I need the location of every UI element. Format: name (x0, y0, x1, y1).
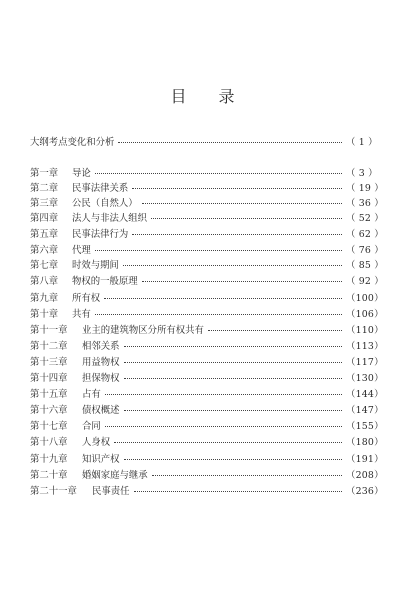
toc-entry[interactable] (30, 402, 384, 416)
toc-title: 相邻关系 (82, 341, 120, 352)
toc-page-number: （ 92 ） (346, 276, 384, 287)
toc-title: 民事法律行为 (72, 229, 129, 240)
dot-leader (95, 313, 342, 315)
toc-entry[interactable] (30, 451, 384, 465)
toc-page-number: （155） (346, 421, 384, 432)
toc-entry[interactable] (30, 226, 384, 240)
toc-chapter: 大纲考点变化和分析 (30, 137, 115, 148)
toc-page-number: （ 62 ） (346, 229, 384, 240)
toc-chapter: 第九章 (30, 293, 59, 304)
toc-title: 所有权 (72, 293, 101, 304)
toc-title: 占有 (82, 389, 101, 400)
toc-title: 人身权 (82, 437, 111, 448)
dot-leader (95, 249, 342, 251)
toc-entry[interactable] (30, 273, 384, 287)
toc-page-number: （147） (346, 405, 384, 416)
dot-leader (104, 297, 342, 299)
dot-leader (118, 141, 342, 143)
toc-page-number: （113） (346, 341, 384, 352)
toc-entry[interactable] (30, 338, 384, 352)
toc-chapter: 第七章 (30, 260, 59, 271)
toc-title: 业主的建筑物区分所有权共有 (82, 325, 204, 336)
toc-chapter: 第十章 (30, 309, 59, 320)
toc-chapter: 第五章 (30, 229, 59, 240)
toc-chapter: 第十八章 (30, 437, 68, 448)
toc-chapter: 第六章 (30, 245, 59, 256)
dot-leader (124, 377, 342, 379)
toc-entry[interactable] (30, 165, 378, 179)
toc-title: 法人与非法人组织 (72, 213, 148, 224)
dot-leader (124, 345, 342, 347)
toc-title: 合同 (82, 421, 101, 432)
toc-title: 导论 (72, 168, 91, 179)
toc-entry[interactable] (30, 434, 384, 448)
toc-page-number: （ 36 ） (346, 198, 384, 209)
dot-leader (132, 187, 342, 189)
toc-entry[interactable] (30, 195, 384, 209)
toc-title: 担保物权 (82, 373, 120, 384)
toc-chapter: 第二十章 (30, 470, 68, 481)
toc-title: 公民（自然人） (72, 198, 138, 209)
toc-entry[interactable] (30, 483, 384, 497)
dot-leader (123, 264, 342, 266)
toc-page-number: （ 52 ） (346, 213, 384, 224)
toc-chapter: 第十二章 (30, 341, 68, 352)
toc-chapter: 第一章 (30, 168, 59, 179)
toc-title: 物权的一般原理 (72, 276, 138, 287)
toc-page-number: （117） (346, 357, 384, 368)
toc-chapter: 第四章 (30, 213, 59, 224)
dot-leader (105, 425, 342, 427)
toc-chapter: 第三章 (30, 198, 59, 209)
toc-title: 民事责任 (92, 486, 130, 497)
toc-title: 共有 (72, 309, 91, 320)
toc-page-number: （100） (346, 293, 384, 304)
dot-leader (114, 441, 342, 443)
toc-chapter: 第十六章 (30, 405, 68, 416)
dot-leader (151, 217, 342, 219)
toc-entry[interactable] (30, 210, 384, 224)
toc-title: 用益物权 (82, 357, 120, 368)
toc-chapter: 第十一章 (30, 325, 68, 336)
toc-page-number: （180） (346, 437, 384, 448)
toc-page-number: （208） (346, 470, 384, 481)
toc-page-number: （ 19 ） (346, 183, 384, 194)
toc-chapter: 第十九章 (30, 454, 68, 465)
toc-title: 时效与期间 (72, 260, 119, 271)
toc-chapter: 第十四章 (30, 373, 68, 384)
dot-leader (95, 172, 342, 174)
toc-entry[interactable] (30, 418, 384, 432)
toc-page-number: （ 1 ） (346, 137, 378, 148)
toc-entry[interactable] (30, 134, 378, 148)
toc-page-number: （110） (346, 325, 384, 336)
toc-page-number: （ 3 ） (346, 168, 378, 179)
dot-leader (124, 458, 342, 460)
toc-page-number: （ 76 ） (346, 245, 384, 256)
dot-leader (132, 233, 342, 235)
toc-chapter: 第十七章 (30, 421, 68, 432)
toc-entry[interactable] (30, 180, 384, 194)
toc-page-number: （144） (346, 389, 384, 400)
page-title: 目 录 (170, 87, 235, 106)
toc-page-number: （ 85 ） (346, 260, 384, 271)
toc-entry[interactable] (30, 306, 384, 320)
toc-entry[interactable] (30, 242, 384, 256)
toc-title: 民事法律关系 (72, 183, 129, 194)
toc-entry[interactable] (30, 290, 384, 304)
toc-chapter: 第二章 (30, 183, 59, 194)
dot-leader (124, 409, 342, 411)
toc-entry[interactable] (30, 467, 384, 481)
dot-leader (134, 490, 342, 492)
dot-leader (124, 361, 342, 363)
toc-title: 婚姻家庭与继承 (82, 470, 148, 481)
toc-title: 知识产权 (82, 454, 120, 465)
toc-page-number: （191） (346, 454, 384, 465)
toc-chapter: 第十五章 (30, 389, 68, 400)
toc-page-number: （106） (346, 309, 384, 320)
toc-entry[interactable] (30, 322, 384, 336)
toc-entry[interactable] (30, 354, 384, 368)
toc-title: 债权概述 (82, 405, 120, 416)
toc-title: 代理 (72, 245, 91, 256)
toc-chapter: 第二十一章 (30, 486, 77, 497)
toc-chapter: 第八章 (30, 276, 59, 287)
toc-entry[interactable] (30, 386, 384, 400)
dot-leader (105, 393, 342, 395)
dot-leader (142, 202, 342, 204)
toc-page-number: （236） (346, 486, 384, 497)
dot-leader (142, 280, 342, 282)
toc-chapter: 第十三章 (30, 357, 68, 368)
dot-leader (152, 474, 342, 476)
toc-entry[interactable] (30, 370, 384, 384)
toc-page-number: （130） (346, 373, 384, 384)
toc-entry[interactable] (30, 257, 384, 271)
dot-leader (208, 329, 342, 331)
